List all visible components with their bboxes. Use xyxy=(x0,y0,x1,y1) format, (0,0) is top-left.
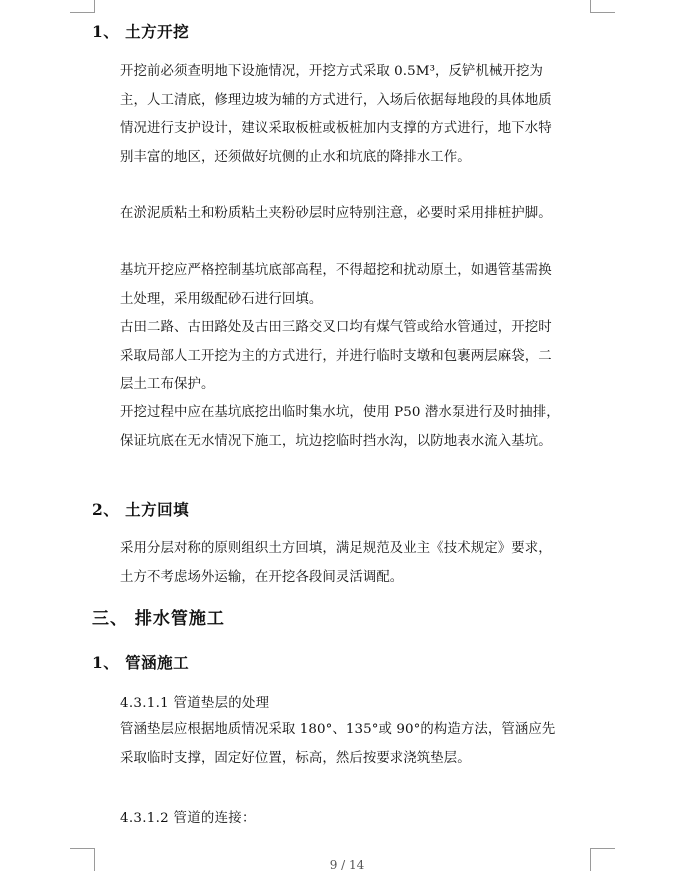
subheading-bedding-treatment: 4.3.1.1 管道垫层的处理 xyxy=(120,696,270,711)
heading-culvert-construction: 1、 管涵施工 xyxy=(92,653,190,672)
paragraph-culvert-bedding: 管涵垫层应根据地质情况采取 180°、135°或 90°的构造方法，管涵应先采取临时支撑，固定好位置，标高，然后按要求浇筑垫层。 xyxy=(120,722,556,766)
heading-drainage-pipe-construction: 三、 排水管施工 xyxy=(92,609,225,629)
paragraph-gas-water-pipes: 古田二路、古田路处及古田三路交叉口均有煤气管或给水管通过，开挖时采取局部人工开挖为主的方式进行，并进行临时支墩和包裹两层麻袋，二层土工布保护。 xyxy=(120,320,552,392)
paragraph-backfill: 采用分层对称的原则组织土方回填，满足规范及业主《技术规定》要求，土方不考虑场外运输，在开挖各段间灵活调配。 xyxy=(120,541,552,585)
crop-mark-top-right xyxy=(590,0,615,13)
paragraph-dewatering: 开挖过程中应在基坑底挖出临时集水坑，使用 P50 潜水泵进行及时抽排，保证坑底在无水情况下施工，坑边挖临时挡水沟，以防地表水流入基坑。 xyxy=(120,405,560,449)
paragraph-silty-clay: 在淤泥质粘土和粉质粘土夹粉砂层时应特别注意，必要时采用排桩护脚。 xyxy=(120,206,552,221)
heading-earth-excavation: 1、 土方开挖 xyxy=(92,22,190,41)
paragraph-excavation-method: 开挖前必须查明地下设施情况，开挖方式采取 0.5M³，反铲机械开挖为主，人工清底，修理边坡为辅的方式进行，入场后依据每地段的具体地质情况进行支护设计，建议采取板桩或板桩加内支撑的方式进行，地下水特别丰富的地区，还须做好坑侧的止水和坑底的降排水工作。 xyxy=(120,64,552,165)
page-number: 9 / 14 xyxy=(329,858,365,872)
subheading-pipe-connection: 4.3.1.2 管道的连接： xyxy=(120,811,256,826)
heading-backfill: 2、 土方回填 xyxy=(92,500,190,519)
paragraph-elevation-control: 基坑开挖应严格控制基坑底部高程，不得超挖和扰动原土，如遇管基需换土处理，采用级配砂石进行回填。 xyxy=(120,263,552,307)
crop-mark-top-left xyxy=(70,0,95,13)
